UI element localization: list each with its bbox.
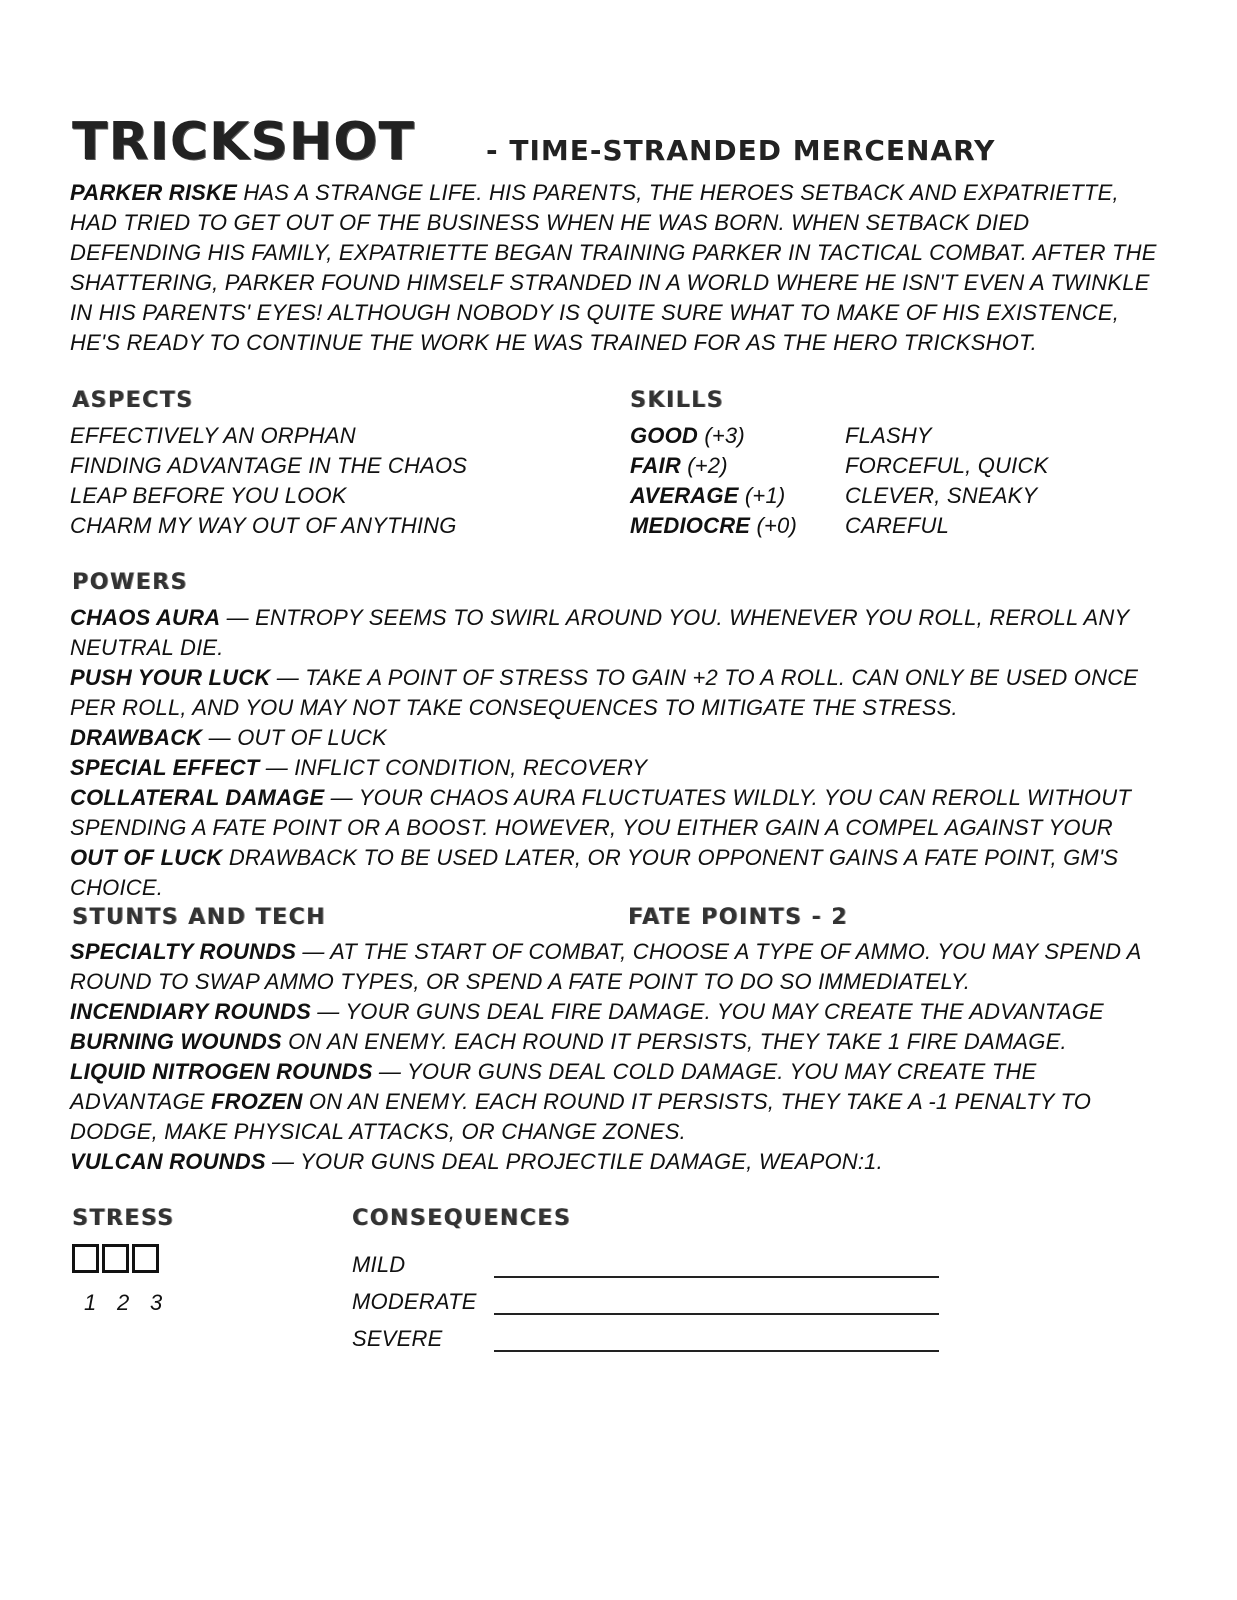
skill-level: MEDIOCRE (+0)	[630, 513, 798, 538]
skill-table	[630, 421, 1150, 541]
power-entry: DRAWBACK — OUT OF LUCK	[70, 725, 387, 750]
stress-box-1[interactable]	[72, 1244, 99, 1273]
character-subtitle	[486, 134, 995, 167]
skill-approaches: CLEVER, SNEAKY	[845, 483, 1038, 508]
powers-heading: POWERS	[72, 570, 188, 595]
aspect-item: FINDING ADVANTAGE IN THE CHAOS	[70, 453, 468, 478]
subtitle-text: TIME-STRANDED MERCENARY	[509, 134, 996, 167]
stunt-entry: SPECIALTY ROUNDS — AT THE START OF COMBAT, CHOOSE A TYPE OF AMMO. YOU MAY SPEND A ROUND TO SWAP AMMO TYPES, OR SPEND A FATE POINT TO DO SO IMMEDIATELY.	[70, 939, 1141, 994]
aspect-item: LEAP BEFORE YOU LOOK	[70, 483, 347, 508]
aspects-heading: ASPECTS	[72, 388, 194, 413]
stunt-entry: INCENDIARY ROUNDS — YOUR GUNS DEAL FIRE DAMAGE. YOU MAY CREATE THE ADVANTAGE BURNING WOUNDS ON AN ENEMY. EACH ROUND IT PERSISTS, THEY TAKE 1 FIRE DAMAGE.	[70, 999, 1104, 1054]
consequence-row	[352, 1250, 952, 1287]
skills-heading: SKILLS	[630, 388, 724, 413]
stress-box-3[interactable]	[132, 1244, 159, 1273]
stunt-entry: VULCAN ROUNDS — YOUR GUNS DEAL PROJECTILE DAMAGE, WEAPON:1.	[70, 1149, 883, 1174]
stress-number: 3	[150, 1290, 163, 1315]
consequence-label: SEVERE	[352, 1326, 443, 1351]
consequence-label: MODERATE	[352, 1289, 477, 1314]
stunts-heading: STUNTS AND TECH	[72, 905, 327, 930]
consequence-line-mild[interactable]	[494, 1276, 939, 1278]
stunt-entry: LIQUID NITROGEN ROUNDS — YOUR GUNS DEAL COLD DAMAGE. YOU MAY CREATE THE ADVANTAGE FROZEN ON AN ENEMY. EACH ROUND IT PERSISTS, THEY TAKE A -1 PENALTY TO DODGE, MAKE PHYSICAL ATTACKS, OR CHANGE ZONES.	[70, 1059, 1092, 1144]
power-entry: SPECIAL EFFECT — INFLICT CONDITION, RECOVERY	[70, 755, 648, 780]
bio-name: PARKER RISKE	[70, 180, 238, 205]
power-entry: CHAOS AURA — ENTROPY SEEMS TO SWIRL AROUND YOU. WHENEVER YOU ROLL, REROLL ANY NEUTRAL DIE.	[70, 605, 1129, 660]
skill-level: AVERAGE (+1)	[630, 483, 786, 508]
stress-number: 1	[84, 1290, 97, 1315]
stress-box-2[interactable]	[102, 1244, 129, 1273]
skill-approaches: CAREFUL	[845, 513, 950, 538]
aspect-item: EFFECTIVELY AN ORPHAN	[70, 423, 356, 448]
skill-approaches: FLASHY	[845, 423, 932, 448]
consequences-list	[352, 1250, 952, 1361]
stress-heading: STRESS	[72, 1206, 175, 1231]
bio-text: HAS A STRANGE LIFE. HIS PARENTS, THE HEROES SETBACK AND EXPATRIETTE, HAD TRIED TO GET OUT OF THE BUSINESS WHEN HE WAS BORN. WHEN SETBACK DIED DEFENDING HIS FAMILY, EXPATRIETTE BEGAN TRAINING PARKER IN TACTICAL COMBAT. AFTER THE SHATTERING, PARKER FOUND HIMSELF STRANDED IN A WORLD WHERE HE ISN'T EVEN A TWINKLE IN HIS PARENTS' EYES! ALTHOUGH NOBODY IS QUITE SURE WHAT TO MAKE OF HIS EXISTENCE, HE'S READY TO CONTINUE THE WORK HE WAS TRAINED FOR AS THE HERO TRICKSHOT.	[70, 180, 1157, 355]
character-bio	[70, 178, 1160, 358]
consequence-row	[352, 1287, 952, 1324]
skill-level: GOOD (+3)	[630, 423, 745, 448]
power-entry: COLLATERAL DAMAGE — YOUR CHAOS AURA FLUCTUATES WILDLY. YOU CAN REROLL WITHOUT SPENDING A FATE POINT OR A BOOST. HOWEVER, YOU EITHER GAIN A COMPEL AGAINST YOUR OUT OF LUCK DRAWBACK TO BE USED LATER, OR YOUR OPPONENT GAINS A FATE POINT, GM'S CHOICE.	[70, 785, 1131, 900]
consequence-row	[352, 1324, 952, 1361]
skill-row	[630, 511, 1150, 541]
consequence-line-severe[interactable]	[494, 1350, 939, 1352]
consequence-label: MILD	[352, 1252, 406, 1277]
skill-row	[630, 421, 1150, 451]
title-separator: -	[486, 134, 499, 167]
powers-list	[70, 603, 1160, 903]
consequences-heading: CONSEQUENCES	[352, 1206, 572, 1231]
character-name: TRICKSHOT	[72, 112, 415, 172]
consequence-line-moderate[interactable]	[494, 1313, 939, 1315]
skill-level: FAIR (+2)	[630, 453, 728, 478]
stress-number: 2	[117, 1290, 130, 1315]
skill-row	[630, 481, 1150, 511]
fate-points: FATE POINTS - 2	[628, 905, 849, 930]
skill-approaches: FORCEFUL, QUICK	[845, 453, 1049, 478]
power-entry: PUSH YOUR LUCK — TAKE A POINT OF STRESS TO GAIN +2 TO A ROLL. CAN ONLY BE USED ONCE PER ROLL, AND YOU MAY NOT TAKE CONSEQUENCES TO MITIGATE THE STRESS.	[70, 665, 1139, 720]
aspect-list	[70, 421, 467, 541]
stunts-list	[70, 937, 1160, 1177]
skill-row	[630, 451, 1150, 481]
stress-boxes	[72, 1244, 159, 1273]
aspect-item: CHARM MY WAY OUT OF ANYTHING	[70, 513, 457, 538]
stress-box-numbers	[84, 1288, 168, 1318]
